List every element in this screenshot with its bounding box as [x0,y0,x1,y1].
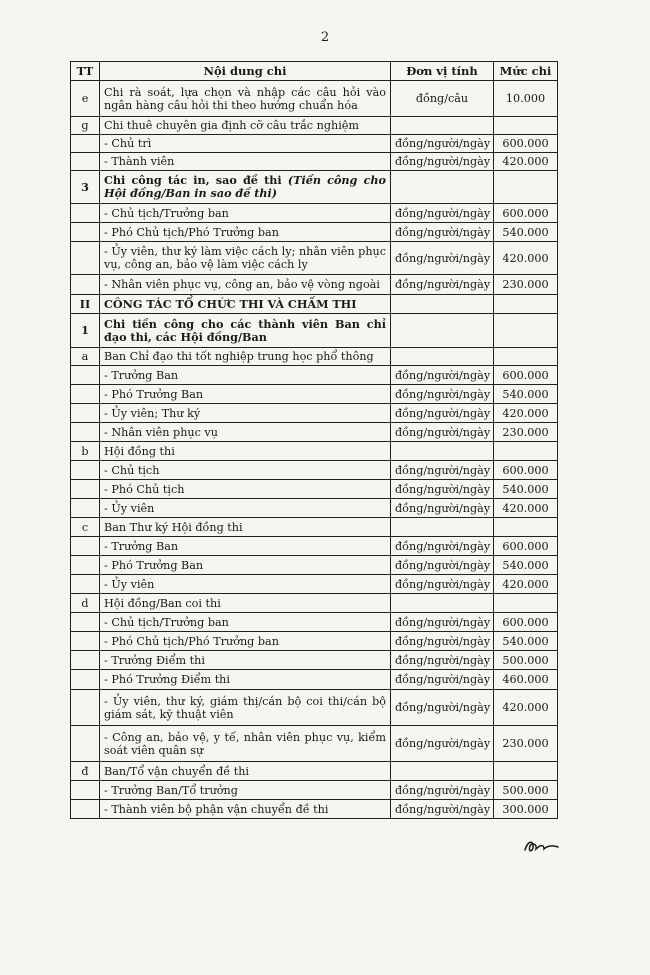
row-content: - Chủ tịch/Trưởng ban [100,613,391,632]
row-tt [71,275,100,295]
row-tt [71,613,100,632]
row-tt [71,690,100,726]
row-amount: 10.000 [494,81,558,117]
row-amount [494,762,558,781]
row-amount: 420.000 [494,575,558,594]
table-row [71,690,558,726]
row-amount: 300.000 [494,800,558,819]
row-content: Chi tiền công cho các thành viên Ban chỉ đạo thi, các Hội đồng/Ban [100,314,391,348]
table-row [71,442,558,461]
row-amount: 540.000 [494,480,558,499]
row-amount: 420.000 [494,404,558,423]
row-amount: 600.000 [494,135,558,153]
row-content: - Chủ trì [100,135,391,153]
row-amount: 600.000 [494,613,558,632]
row-unit: đồng/người/ngày [391,423,494,442]
row-tt [71,556,100,575]
row-amount: 500.000 [494,651,558,670]
row-unit: đồng/người/ngày [391,153,494,171]
row-unit: đồng/người/ngày [391,223,494,242]
row-amount: 420.000 [494,242,558,275]
row-unit: đồng/người/ngày [391,204,494,223]
row-content: Hội đồng/Ban coi thi [100,594,391,613]
row-unit: đồng/người/ngày [391,613,494,632]
row-tt [71,404,100,423]
row-unit: đồng/người/ngày [391,366,494,385]
row-amount: 600.000 [494,461,558,480]
table-row [71,613,558,632]
table-row [71,242,558,275]
row-tt: c [71,518,100,537]
row-amount: 540.000 [494,556,558,575]
row-unit: đồng/người/ngày [391,651,494,670]
row-content: - Nhân viên phục vụ, công an, bảo vệ vòng ngoài [100,275,391,295]
row-tt: II [71,295,100,314]
table-row [71,117,558,135]
row-amount [494,314,558,348]
row-unit: đồng/người/ngày [391,537,494,556]
table-row [71,314,558,348]
row-tt [71,242,100,275]
table-row [71,781,558,800]
row-tt [71,423,100,442]
row-content: - Ủy viên, thư ký, giám thị/cán bộ coi thi/cán bộ giám sát, kỹ thuật viên [100,690,391,726]
table-row [71,762,558,781]
row-content: Ban Chỉ đạo thi tốt nghiệp trung học phổ thông [100,348,391,366]
table-row [71,295,558,314]
row-unit [391,518,494,537]
row-content [100,171,391,204]
row-content: - Phó Trưởng Ban [100,556,391,575]
row-content: Ban/Tổ vận chuyển đề thi [100,762,391,781]
row-amount: 540.000 [494,632,558,651]
header-unit: Đơn vị tính [391,62,494,81]
row-amount: 230.000 [494,423,558,442]
row-content: - Ủy viên, thư ký làm việc cách ly; nhân viên phục vụ, công an, bảo vệ làm việc cách ly [100,242,391,275]
table-row [71,348,558,366]
row-unit: đồng/người/ngày [391,575,494,594]
table-row [71,204,558,223]
row-unit [391,348,494,366]
row-amount: 230.000 [494,275,558,295]
row-content: - Ủy viên [100,575,391,594]
header-tt: TT [71,62,100,81]
row-tt [71,726,100,762]
header-content: Nội dung chi [100,62,391,81]
row-content: - Thành viên bộ phận vận chuyển đề thi [100,800,391,819]
row-tt [71,204,100,223]
row-tt: b [71,442,100,461]
row-amount: 540.000 [494,385,558,404]
row-amount: 420.000 [494,153,558,171]
row-content: - Trưởng Ban [100,366,391,385]
table-row [71,726,558,762]
row-tt [71,651,100,670]
row-content: Chi rà soát, lựa chọn và nhập các câu hỏi vào ngân hàng câu hỏi thi theo hướng chuẩn hóa [100,81,391,117]
table-row [71,575,558,594]
row-content: - Công an, bảo vệ, y tế, nhân viên phục vụ, kiểm soát viên quân sự [100,726,391,762]
row-content: - Ủy viên; Thư ký [100,404,391,423]
table-row [71,556,558,575]
row-amount: 500.000 [494,781,558,800]
row-content: - Phó Trưởng Ban [100,385,391,404]
expense-table [70,61,558,819]
table-row [71,480,558,499]
row-content: Ban Thư ký Hội đồng thi [100,518,391,537]
table-row [71,275,558,295]
table-row [71,135,558,153]
table-row [71,404,558,423]
row-unit: đồng/người/ngày [391,800,494,819]
row-amount: 420.000 [494,690,558,726]
row-tt [71,461,100,480]
row-content: - Phó Chủ tịch/Phó Trưởng ban [100,632,391,651]
row-unit: đồng/người/ngày [391,499,494,518]
row-unit: đồng/người/ngày [391,632,494,651]
row-content: - Thành viên [100,153,391,171]
table-row [71,594,558,613]
row-content: Hội đồng thi [100,442,391,461]
table-row [71,651,558,670]
row-unit: đồng/người/ngày [391,385,494,404]
row-tt [71,781,100,800]
row-tt [71,575,100,594]
row-amount: 600.000 [494,204,558,223]
row-amount [494,171,558,204]
row-tt: d [71,594,100,613]
table-row [71,423,558,442]
row-content: - Phó Chủ tịch/Phó Trưởng ban [100,223,391,242]
row-content: - Trưởng Ban [100,537,391,556]
table-row [71,499,558,518]
row-unit: đồng/người/ngày [391,556,494,575]
row-unit [391,171,494,204]
row-tt [71,366,100,385]
row-content: CÔNG TÁC TỔ CHỨC THI VÀ CHẤM THI [100,295,391,314]
row-unit [391,117,494,135]
row-amount [494,295,558,314]
row-unit [391,314,494,348]
row-content: - Nhân viên phục vụ [100,423,391,442]
table-row [71,632,558,651]
row-unit [391,762,494,781]
row-amount [494,117,558,135]
table-row [71,223,558,242]
row-tt [71,385,100,404]
row-content-main: Chi công tác in, sao đề thi [104,173,282,187]
row-amount: 460.000 [494,670,558,690]
row-tt [71,223,100,242]
row-content: - Phó Trưởng Điểm thi [100,670,391,690]
table-row [71,81,558,117]
table-row [71,366,558,385]
row-content: - Chủ tịch [100,461,391,480]
row-unit [391,594,494,613]
row-unit: đồng/người/ngày [391,461,494,480]
row-amount [494,518,558,537]
row-content-note: (Tiền công cho Hội đồng/Ban in sao đề thi) [104,173,386,200]
row-unit: đồng/câu [391,81,494,117]
row-tt [71,632,100,651]
row-tt [71,135,100,153]
row-tt [71,670,100,690]
row-content: - Trưởng Điểm thi [100,651,391,670]
row-tt [71,480,100,499]
row-tt: đ [71,762,100,781]
table-row [71,385,558,404]
row-unit [391,295,494,314]
table-header-row [71,62,558,81]
row-unit: đồng/người/ngày [391,690,494,726]
row-amount: 600.000 [494,366,558,385]
row-tt [71,800,100,819]
row-tt [71,153,100,171]
table-row [71,153,558,171]
page-number: 2 [320,30,330,45]
row-unit: đồng/người/ngày [391,781,494,800]
row-unit: đồng/người/ngày [391,242,494,275]
row-unit: đồng/người/ngày [391,404,494,423]
table-row [71,171,558,204]
row-unit: đồng/người/ngày [391,135,494,153]
row-content: - Chủ tịch/Trưởng ban [100,204,391,223]
row-amount: 420.000 [494,499,558,518]
row-content: - Phó Chủ tịch [100,480,391,499]
row-unit: đồng/người/ngày [391,670,494,690]
row-amount [494,348,558,366]
row-tt: e [71,81,100,117]
row-tt: 3 [71,171,100,204]
table-row [71,670,558,690]
row-unit: đồng/người/ngày [391,726,494,762]
row-unit [391,442,494,461]
row-unit: đồng/người/ngày [391,275,494,295]
table-row [71,518,558,537]
row-tt: g [71,117,100,135]
row-amount: 230.000 [494,726,558,762]
row-amount: 540.000 [494,223,558,242]
row-amount [494,594,558,613]
row-content: Chi thuê chuyên gia định cỡ câu trắc nghiệm [100,117,391,135]
header-amount: Mức chi [494,62,558,81]
initials-signature [522,836,562,856]
row-tt [71,537,100,556]
table-row [71,461,558,480]
row-tt: 1 [71,314,100,348]
row-amount: 600.000 [494,537,558,556]
row-amount [494,442,558,461]
row-tt [71,499,100,518]
table-row [71,537,558,556]
row-content: - Ủy viên [100,499,391,518]
table-row [71,800,558,819]
row-tt: a [71,348,100,366]
row-content: - Trưởng Ban/Tổ trưởng [100,781,391,800]
row-unit: đồng/người/ngày [391,480,494,499]
